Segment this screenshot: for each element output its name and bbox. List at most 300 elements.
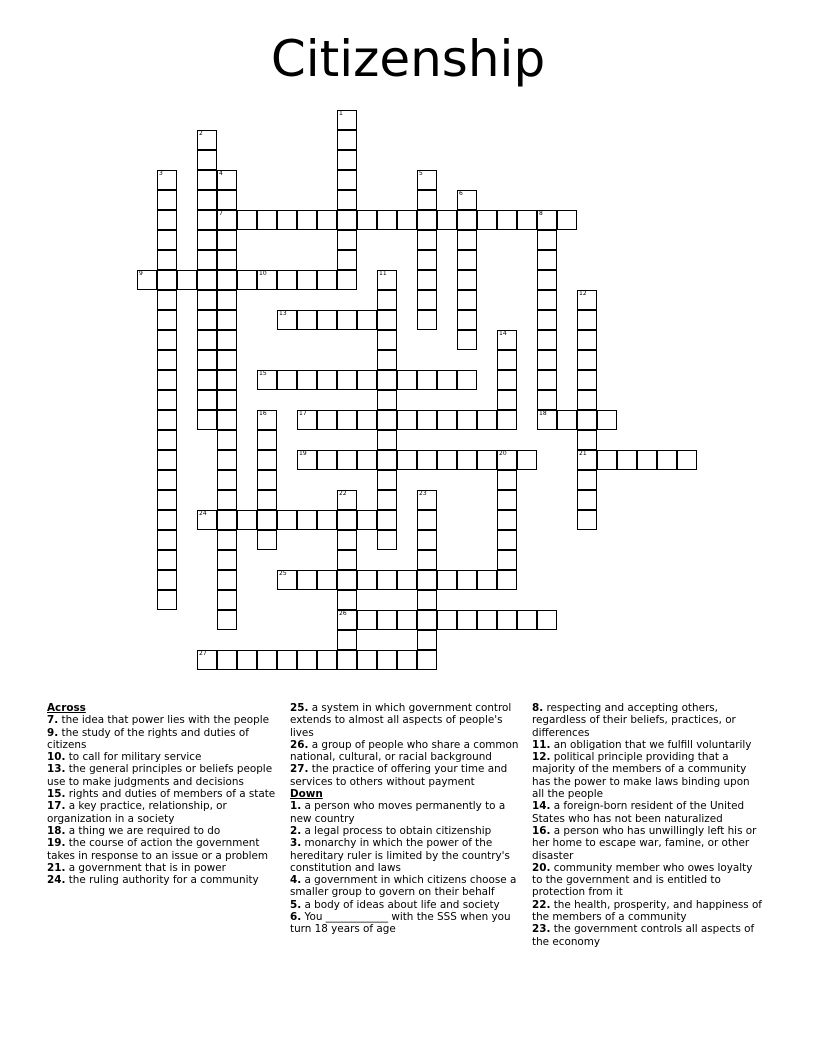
grid-cell[interactable] [337,270,357,290]
grid-cell[interactable] [157,250,177,270]
clue-number: 19 [299,450,307,457]
clue-num: 17. [47,800,66,813]
clue-num: 7. [47,714,59,727]
grid-cell[interactable] [337,110,357,130]
grid-cell[interactable] [217,510,237,530]
clue-number: 26 [339,610,347,617]
grid-cell[interactable] [217,530,237,550]
grid-cell[interactable] [217,290,237,310]
grid-cell[interactable] [537,370,557,390]
grid-cell[interactable] [377,510,397,530]
grid-cell[interactable] [457,570,477,590]
grid-cell[interactable] [477,410,497,430]
grid-cell[interactable] [217,250,237,270]
grid-cell[interactable] [197,190,217,210]
grid-cell[interactable] [377,330,397,350]
grid-cell[interactable] [357,570,377,590]
grid-cell[interactable] [297,210,317,230]
clue-text: an obligation that we fulfill voluntarily [550,738,752,751]
clue-text: a group of people who share a common national, cultural, or racial background [290,738,519,764]
grid-cell[interactable] [197,310,217,330]
grid-cell[interactable] [417,630,437,650]
clue-num: 27. [290,763,309,776]
clue-text: the government controls all aspects of the economy [532,923,755,948]
clue-number: 14 [499,330,507,337]
down-heading: Down [290,788,323,801]
grid-cell[interactable] [417,450,437,470]
clue-number: 10 [259,270,267,277]
grid-cell[interactable] [417,250,437,270]
grid-cell[interactable] [537,350,557,370]
grid-cell[interactable] [537,390,557,410]
grid-cell[interactable] [217,430,237,450]
grid-cell[interactable] [377,270,397,290]
grid-cell[interactable] [297,410,317,430]
puzzle-title: Citizenship [270,30,546,88]
across-clue [290,702,522,739]
clue-text: a body of ideas about life and society [301,898,500,911]
grid-cell[interactable] [497,210,517,230]
grid-cell[interactable] [337,510,357,530]
grid-cell[interactable] [337,190,357,210]
grid-cell[interactable] [357,450,377,470]
grid-cell[interactable] [157,290,177,310]
grid-cell[interactable] [257,370,277,390]
clue-number: 12 [579,290,587,297]
grid-cell[interactable] [577,510,597,530]
grid-cell[interactable] [157,230,177,250]
grid-cell[interactable] [377,390,397,410]
grid-cell[interactable] [577,470,597,490]
grid-cell[interactable] [257,410,277,430]
grid-cell[interactable] [157,510,177,530]
grid-cell[interactable] [197,130,217,150]
grid-cell[interactable] [197,370,217,390]
grid-cell[interactable] [217,470,237,490]
grid-cell[interactable] [157,570,177,590]
grid-cell[interactable] [297,650,317,670]
grid-cell[interactable] [197,290,217,310]
down-clue [532,825,764,862]
grid-cell[interactable] [537,410,557,430]
grid-cell[interactable] [557,410,577,430]
grid-cell[interactable] [297,270,317,290]
grid-cell[interactable] [277,510,297,530]
grid-cell[interactable] [217,410,237,430]
grid-cell[interactable] [297,310,317,330]
grid-cell[interactable] [337,490,357,510]
grid-cell[interactable] [417,550,437,570]
grid-cell[interactable] [317,370,337,390]
grid-cell[interactable] [157,450,177,470]
grid-cell[interactable] [377,470,397,490]
grid-cell[interactable] [157,550,177,570]
clue-text: a foreign-born resident of the United States who has not been naturalized [532,800,745,825]
grid-cell[interactable] [217,490,237,510]
grid-cell[interactable] [337,610,357,630]
grid-cell[interactable] [397,650,417,670]
grid-cell[interactable] [597,450,617,470]
grid-cell[interactable] [457,190,477,210]
clue-text: a person who has unwillingly left his or her home to escape war, famine, or other disaster [532,824,757,862]
grid-cell[interactable] [537,250,557,270]
grid-cell[interactable] [377,490,397,510]
grid-cell[interactable] [337,230,357,250]
clue-number: 21 [579,450,587,457]
grid-cell[interactable] [157,390,177,410]
grid-cell[interactable] [477,610,497,630]
grid-cell[interactable] [217,390,237,410]
grid-cell[interactable] [337,250,357,270]
grid-cell[interactable] [497,530,517,550]
down-clue [290,899,522,911]
grid-cell[interactable] [237,210,257,230]
grid-cell[interactable] [457,450,477,470]
grid-cell[interactable] [217,270,237,290]
grid-cell[interactable] [417,570,437,590]
grid-cell[interactable] [337,550,357,570]
grid-cell[interactable] [317,570,337,590]
grid-cell[interactable] [357,410,377,430]
grid-cell[interactable] [377,370,397,390]
grid-cell[interactable] [457,330,477,350]
grid-cell[interactable] [437,370,457,390]
grid-cell[interactable] [517,450,537,470]
grid-cell[interactable] [377,430,397,450]
grid-cell[interactable] [377,410,397,430]
grid-cell[interactable] [397,370,417,390]
grid-cell[interactable] [617,450,637,470]
grid-cell[interactable] [517,610,537,630]
grid-cell[interactable] [197,410,217,430]
grid-cell[interactable] [377,610,397,630]
grid-cell[interactable] [337,590,357,610]
grid-cell[interactable] [217,570,237,590]
grid-cell[interactable] [317,410,337,430]
grid-cell[interactable] [257,210,277,230]
grid-cell[interactable] [297,570,317,590]
clue-num: 18. [47,824,66,837]
grid-cell[interactable] [597,410,617,430]
grid-cell[interactable] [437,210,457,230]
grid-cell[interactable] [277,650,297,670]
grid-cell[interactable] [157,330,177,350]
grid-cell[interactable] [217,550,237,570]
grid-cell[interactable] [677,450,697,470]
grid-cell[interactable] [577,370,597,390]
across-clue [47,825,279,837]
grid-cell[interactable] [257,470,277,490]
grid-cell[interactable] [337,450,357,470]
grid-cell[interactable] [217,230,237,250]
grid-cell[interactable] [457,370,477,390]
grid-cell[interactable] [337,650,357,670]
grid-cell[interactable] [417,610,437,630]
grid-cell[interactable] [537,290,557,310]
grid-cell[interactable] [377,310,397,330]
grid-cell[interactable] [577,490,597,510]
grid-cell[interactable] [497,390,517,410]
down-clue [290,800,522,825]
grid-cell[interactable] [217,350,237,370]
grid-cell[interactable] [457,310,477,330]
grid-cell[interactable] [357,650,377,670]
clue-text: a system in which government control extends to almost all aspects of people's lives [290,702,512,739]
grid-cell[interactable] [257,650,277,670]
clue-num: 4. [290,874,302,887]
grid-cell[interactable] [377,650,397,670]
grid-cell[interactable] [317,450,337,470]
grid-cell[interactable] [197,350,217,370]
grid-cell[interactable] [157,430,177,450]
grid-cell[interactable] [217,610,237,630]
clue-number: 1 [339,110,343,117]
grid-cell[interactable] [417,510,437,530]
grid-cell[interactable] [197,650,217,670]
clue-number: 16 [259,410,267,417]
grid-cell[interactable] [577,410,597,430]
grid-cell[interactable] [457,610,477,630]
grid-cell[interactable] [377,210,397,230]
grid-cell[interactable] [577,450,597,470]
grid-cell[interactable] [417,170,437,190]
grid-cell[interactable] [237,270,257,290]
grid-cell[interactable] [397,210,417,230]
grid-cell[interactable] [317,310,337,330]
grid-cell[interactable] [177,270,197,290]
grid-cell[interactable] [557,210,577,230]
grid-cell[interactable] [197,150,217,170]
grid-cell[interactable] [577,310,597,330]
grid-cell[interactable] [497,490,517,510]
grid-cell[interactable] [317,210,337,230]
grid-cell[interactable] [257,270,277,290]
grid-cell[interactable] [157,350,177,370]
grid-cell[interactable] [457,410,477,430]
grid-cell[interactable] [497,450,517,470]
grid-cell[interactable] [537,330,557,350]
grid-cell[interactable] [197,270,217,290]
grid-cell[interactable] [417,650,437,670]
grid-cell[interactable] [337,310,357,330]
grid-cell[interactable] [197,330,217,350]
grid-cell[interactable] [397,610,417,630]
grid-cell[interactable] [457,250,477,270]
grid-cell[interactable] [137,270,157,290]
grid-cell[interactable] [257,450,277,470]
grid-cell[interactable] [337,410,357,430]
grid-cell[interactable] [517,210,537,230]
clue-num: 13. [47,763,66,776]
grid-cell[interactable] [297,370,317,390]
grid-cell[interactable] [217,190,237,210]
grid-cell[interactable] [477,570,497,590]
grid-cell[interactable] [217,310,237,330]
grid-cell[interactable] [577,330,597,350]
grid-cell[interactable] [417,210,437,230]
down-clue [290,874,522,899]
grid-cell[interactable] [357,370,377,390]
grid-cell[interactable] [417,410,437,430]
grid-cell[interactable] [197,170,217,190]
grid-cell[interactable] [457,210,477,230]
grid-cell[interactable] [277,210,297,230]
grid-cell[interactable] [317,650,337,670]
grid-cell[interactable] [197,390,217,410]
grid-cell[interactable] [277,270,297,290]
grid-cell[interactable] [257,530,277,550]
grid-cell[interactable] [437,570,457,590]
grid-cell[interactable] [157,590,177,610]
grid-cell[interactable] [197,210,217,230]
grid-cell[interactable] [337,570,357,590]
clue-num: 14. [532,800,551,813]
clue-text: the health, prosperity, and happiness of the members of a community [532,898,762,924]
grid-cell[interactable] [437,610,457,630]
grid-cell[interactable] [497,350,517,370]
grid-cell[interactable] [197,230,217,250]
grid-cell[interactable] [217,650,237,670]
grid-cell[interactable] [297,450,317,470]
grid-cell[interactable] [317,510,337,530]
grid-cell[interactable] [417,490,437,510]
grid-cell[interactable] [537,310,557,330]
grid-cell[interactable] [217,330,237,350]
grid-cell[interactable] [257,490,277,510]
clues-column-2 [290,702,522,936]
grid-cell[interactable] [497,510,517,530]
clue-number: 11 [379,270,387,277]
grid-cell[interactable] [397,410,417,430]
grid-cell[interactable] [317,270,337,290]
grid-cell[interactable] [637,450,657,470]
grid-cell[interactable] [457,270,477,290]
clue-number: 7 [219,210,223,217]
grid-cell[interactable] [197,250,217,270]
grid-cell[interactable] [497,550,517,570]
grid-cell[interactable] [337,370,357,390]
grid-cell[interactable] [477,450,497,470]
grid-cell[interactable] [157,370,177,390]
grid-cell[interactable] [217,370,237,390]
grid-cell[interactable] [497,610,517,630]
grid-cell[interactable] [457,230,477,250]
grid-cell[interactable] [357,610,377,630]
clue-text: rights and duties of members of a state [65,788,276,801]
grid-cell[interactable] [417,370,437,390]
clue-num: 25. [290,702,309,714]
grid-cell[interactable] [397,570,417,590]
grid-cell[interactable] [537,230,557,250]
grid-cell[interactable] [497,370,517,390]
grid-cell[interactable] [337,630,357,650]
grid-cell[interactable] [577,390,597,410]
clue-number: 3 [159,170,163,177]
grid-cell[interactable] [417,530,437,550]
grid-cell[interactable] [277,570,297,590]
clue-number: 4 [219,170,223,177]
grid-cell[interactable] [157,410,177,430]
grid-cell[interactable] [197,510,217,530]
grid-cell[interactable] [217,450,237,470]
grid-cell[interactable] [457,290,477,310]
grid-cell[interactable] [337,210,357,230]
grid-cell[interactable] [157,270,177,290]
grid-cell[interactable] [157,210,177,230]
grid-cell[interactable] [337,170,357,190]
grid-cell[interactable] [417,290,437,310]
grid-cell[interactable] [437,450,457,470]
grid-cell[interactable] [157,170,177,190]
clue-num: 20. [532,861,551,874]
grid-cell[interactable] [217,590,237,610]
grid-cell[interactable] [577,350,597,370]
grid-cell[interactable] [497,330,517,350]
grid-cell[interactable] [377,350,397,370]
grid-cell[interactable] [237,510,257,530]
grid-cell[interactable] [497,570,517,590]
grid-cell[interactable] [297,510,317,530]
grid-cell[interactable] [537,610,557,630]
grid-cell[interactable] [437,410,457,430]
grid-cell[interactable] [217,210,237,230]
across-clue [290,739,522,764]
grid-cell[interactable] [357,510,377,530]
grid-cell[interactable] [157,190,177,210]
grid-cell[interactable] [657,450,677,470]
grid-cell[interactable] [377,450,397,470]
grid-cell[interactable] [377,530,397,550]
grid-cell[interactable] [257,430,277,450]
grid-cell[interactable] [377,570,397,590]
grid-cell[interactable] [277,310,297,330]
grid-cell[interactable] [157,530,177,550]
grid-cell[interactable] [257,510,277,530]
grid-cell[interactable] [577,430,597,450]
grid-cell[interactable] [537,270,557,290]
grid-cell[interactable] [417,190,437,210]
grid-cell[interactable] [337,530,357,550]
grid-cell[interactable] [157,310,177,330]
grid-cell[interactable] [337,150,357,170]
clue-num: 3. [290,837,302,850]
grid-cell[interactable] [477,210,497,230]
grid-cell[interactable] [417,270,437,290]
grid-cell[interactable] [417,230,437,250]
grid-cell[interactable] [417,590,437,610]
grid-cell[interactable] [357,210,377,230]
down-clue [532,899,764,924]
grid-cell[interactable] [157,470,177,490]
grid-cell[interactable] [497,470,517,490]
clue-text: respecting and accepting others, regardless of their beliefs, practices, or differences [532,702,736,739]
clue-text: the course of action the government takes in response to an issue or a problem [47,837,269,862]
grid-cell[interactable] [277,370,297,390]
grid-cell[interactable] [217,170,237,190]
grid-cell[interactable] [237,650,257,670]
grid-cell[interactable] [157,490,177,510]
grid-cell[interactable] [337,130,357,150]
grid-cell[interactable] [537,210,557,230]
across-clue [47,751,279,763]
grid-cell[interactable] [377,290,397,310]
across-clue [47,874,279,886]
grid-cell[interactable] [357,310,377,330]
grid-cell[interactable] [397,450,417,470]
grid-cell[interactable] [417,310,437,330]
grid-cell[interactable] [497,410,517,430]
grid-cell[interactable] [577,290,597,310]
